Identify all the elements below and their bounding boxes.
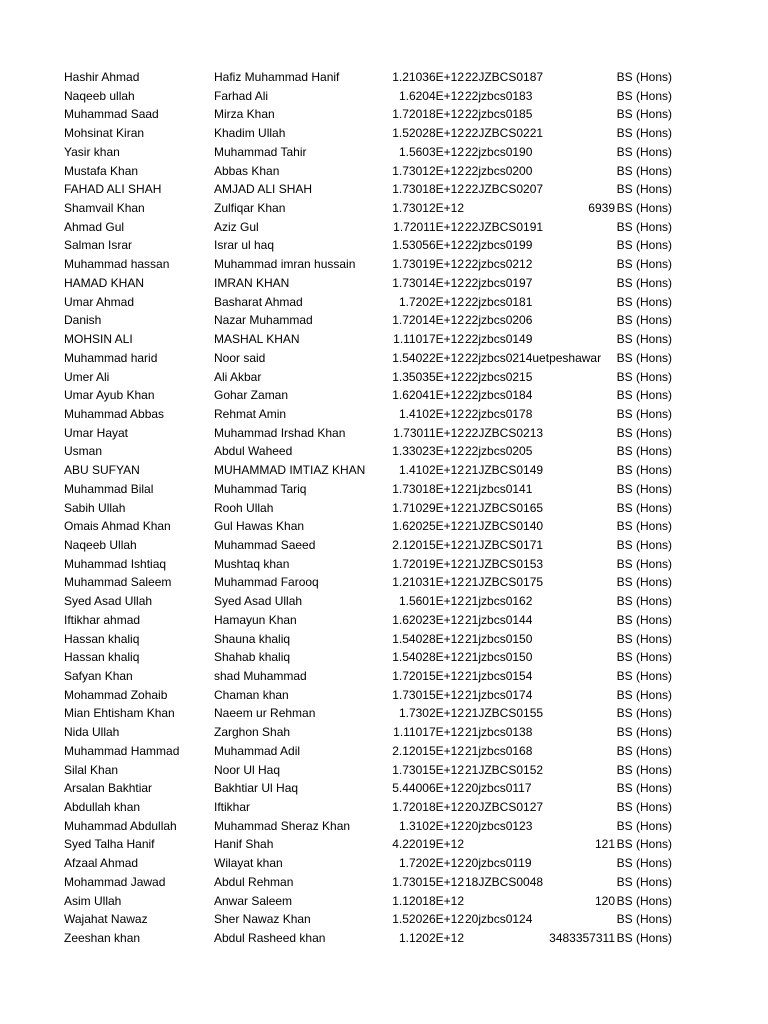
table-row xyxy=(0,686,768,705)
student-name-cell: Silal Khan xyxy=(64,762,119,777)
table-row xyxy=(0,499,768,518)
roll-number-cell: 21jzbcs0138 xyxy=(465,725,533,740)
table-row xyxy=(0,704,768,723)
degree-cell: BS (Hons) xyxy=(616,238,672,253)
student-name-cell: Naqeeb ullah xyxy=(64,88,135,103)
table-row xyxy=(0,517,768,536)
father-name-cell: AMJAD ALI SHAH xyxy=(214,182,313,197)
father-name-cell: Muhammad Sheraz Khan xyxy=(214,818,351,833)
student-name-cell: Wajahat Nawaz xyxy=(64,912,148,927)
table-row xyxy=(0,929,768,948)
cnic-cell: 2.12015E+12 xyxy=(392,743,464,758)
table-row xyxy=(0,199,768,218)
degree-cell: BS (Hons) xyxy=(616,837,672,852)
cnic-cell: 1.72014E+12 xyxy=(392,313,464,328)
table-row xyxy=(0,68,768,87)
father-name-cell: Muhammad Tariq xyxy=(214,481,307,496)
cnic-cell: 1.7302E+12 xyxy=(398,706,464,721)
cnic-cell: 1.52028E+12 xyxy=(392,126,464,141)
roll-number-cell: 21JZBCS0149 xyxy=(465,463,544,478)
father-name-cell: Muhammad Farooq xyxy=(214,575,319,590)
cnic-cell: 1.53056E+12 xyxy=(392,238,464,253)
cnic-cell: 1.6204E+12 xyxy=(398,88,464,103)
table-row xyxy=(0,573,768,592)
table-row xyxy=(0,761,768,780)
cnic-cell: 1.73018E+12 xyxy=(392,182,464,197)
roll-number-cell: 21JZBCS0171 xyxy=(465,537,544,552)
table-row xyxy=(0,368,768,387)
roll-number-cell: 21jzbcs0150 xyxy=(465,650,533,665)
degree-cell: BS (Hons) xyxy=(616,201,672,216)
roll-number-cell: 21jzbcs0150 xyxy=(465,631,533,646)
father-name-cell: Israr ul haq xyxy=(214,238,275,253)
table-row xyxy=(0,311,768,330)
degree-cell: BS (Hons) xyxy=(616,931,672,946)
student-name-cell: Nida Ullah xyxy=(64,725,120,740)
table-row xyxy=(0,817,768,836)
student-name-cell: Umar Hayat xyxy=(64,425,129,440)
father-name-cell: Abdul Rasheed khan xyxy=(214,931,326,946)
cnic-cell: 1.12018E+12 xyxy=(392,893,464,908)
cnic-cell: 1.5601E+12 xyxy=(398,594,464,609)
table-row xyxy=(0,555,768,574)
roll-number-cell: 22jzbcs0200 xyxy=(465,163,533,178)
degree-cell: BS (Hons) xyxy=(616,182,672,197)
degree-cell: BS (Hons) xyxy=(616,313,672,328)
degree-cell: BS (Hons) xyxy=(616,669,672,683)
student-name-cell: Ahmad Gul xyxy=(64,219,125,234)
roll-number-cell: 20jzbcs0123 xyxy=(465,818,533,833)
student-name-cell: Mohammad Jawad xyxy=(64,874,166,889)
degree-cell: BS (Hons) xyxy=(616,556,672,571)
roll-number-cell: 18JZBCS0048 xyxy=(465,874,544,889)
cnic-cell: 1.73015E+12 xyxy=(392,687,464,702)
degree-cell: BS (Hons) xyxy=(616,406,672,421)
student-name-cell: HAMAD KHAN xyxy=(64,275,145,290)
cnic-cell: 1.21031E+12 xyxy=(392,575,464,590)
cnic-cell: 1.33023E+12 xyxy=(392,444,464,459)
table-row xyxy=(0,480,768,499)
table-row xyxy=(0,611,768,630)
father-name-cell: Aziz Gul xyxy=(214,219,259,234)
roll-number-cell: 21jzbcs0162 xyxy=(465,594,533,609)
roll-number-cell: 22jzbcs0214uetpeshawar xyxy=(465,350,602,365)
father-name-cell: Anwar Saleem xyxy=(214,893,293,908)
father-name-cell: Naeem ur Rehman xyxy=(214,706,316,721)
cnic-cell: 1.35035E+12 xyxy=(392,369,464,384)
table-row xyxy=(0,293,768,312)
student-name-cell: FAHAD ALI SHAH xyxy=(64,182,162,197)
degree-cell: BS (Hons) xyxy=(616,631,672,646)
roll-number-cell: 22jzbcs0199 xyxy=(465,238,533,253)
degree-cell: BS (Hons) xyxy=(616,706,672,721)
roll-number-cell: 21JZBCS0175 xyxy=(465,575,544,590)
cnic-cell: 1.52026E+12 xyxy=(392,912,464,927)
roll-number-cell: 6939 xyxy=(588,201,615,216)
student-name-cell: Iftikhar ahmad xyxy=(64,612,141,627)
father-name-cell: Zulfiqar Khan xyxy=(214,201,286,216)
table-row xyxy=(0,798,768,817)
table-row xyxy=(0,854,768,873)
table-row xyxy=(0,274,768,293)
father-name-cell: Farhad Ali xyxy=(214,88,269,103)
roll-number-cell: 22jzbcs0183 xyxy=(465,88,533,103)
student-name-cell: Yasir khan xyxy=(64,144,120,159)
degree-cell: BS (Hons) xyxy=(616,893,672,908)
cnic-cell: 1.4102E+12 xyxy=(398,463,464,478)
degree-cell: BS (Hons) xyxy=(616,444,672,459)
degree-cell: BS (Hons) xyxy=(616,388,672,403)
student-name-cell: Mian Ehtisham Khan xyxy=(64,706,175,721)
roll-number-cell: 22jzbcs0205 xyxy=(465,444,533,459)
roll-number-cell: 3483357311 xyxy=(549,931,615,946)
father-name-cell: Hamayun Khan xyxy=(214,612,297,627)
degree-cell: BS (Hons) xyxy=(616,818,672,833)
table-row xyxy=(0,536,768,555)
table-row xyxy=(0,386,768,405)
student-name-cell: Muhammad Hammad xyxy=(64,743,180,758)
student-name-cell: Naqeeb Ullah xyxy=(64,537,137,552)
cnic-cell: 1.54022E+12 xyxy=(392,350,464,365)
table-row xyxy=(0,630,768,649)
roll-number-cell: 21jzbcs0144 xyxy=(465,612,533,627)
student-name-cell: ABU SUFYAN xyxy=(64,463,140,478)
degree-cell: BS (Hons) xyxy=(616,350,672,365)
student-name-cell: Zeeshan khan xyxy=(64,931,141,946)
father-name-cell: Khadim Ullah xyxy=(214,126,286,141)
table-row xyxy=(0,105,768,124)
degree-cell: BS (Hons) xyxy=(616,369,672,384)
roll-number-cell: 22jzbcs0181 xyxy=(465,294,533,309)
cnic-cell: 1.11017E+12 xyxy=(393,332,464,347)
degree-cell: BS (Hons) xyxy=(616,275,672,290)
father-name-cell: Zarghon Shah xyxy=(214,725,291,740)
degree-cell: BS (Hons) xyxy=(616,874,672,889)
father-name-cell: Mushtaq khan xyxy=(214,556,290,571)
degree-cell: BS (Hons) xyxy=(616,912,672,927)
roll-number-cell: 21JZBCS0152 xyxy=(465,762,544,777)
cnic-cell: 1.62041E+12 xyxy=(392,388,464,403)
table-row xyxy=(0,218,768,237)
father-name-cell: Wilayat khan xyxy=(214,856,283,871)
father-name-cell: Shahab khaliq xyxy=(214,650,291,665)
student-name-cell: Salman Israr xyxy=(64,238,133,253)
degree-cell: BS (Hons) xyxy=(616,800,672,815)
roll-number-cell: 20jzbcs0117 xyxy=(465,781,532,796)
cnic-cell: 1.72018E+12 xyxy=(392,107,464,122)
father-name-cell: MUHAMMAD IMTIAZ KHAN xyxy=(214,463,366,478)
cnic-cell: 1.1202E+12 xyxy=(398,931,464,946)
degree-cell: BS (Hons) xyxy=(616,257,672,272)
cnic-cell: 1.72015E+12 xyxy=(392,669,464,683)
father-name-cell: Noor said xyxy=(214,350,266,365)
cnic-cell: 1.7202E+12 xyxy=(398,294,464,309)
table-row xyxy=(0,592,768,611)
student-name-cell: Umar Ayub Khan xyxy=(64,388,155,403)
roll-number-cell: 22jzbcs0206 xyxy=(465,313,533,328)
student-name-cell: Hassan khaliq xyxy=(64,631,140,646)
roll-number-cell: 22jzbcs0215 xyxy=(465,369,533,384)
degree-cell: BS (Hons) xyxy=(616,687,672,702)
cnic-cell: 1.72011E+12 xyxy=(393,219,464,234)
student-name-cell: Syed Talha Hanif xyxy=(64,837,155,852)
student-name-cell: Mohammad Zohaib xyxy=(64,687,168,702)
cnic-cell: 1.73019E+12 xyxy=(392,257,464,272)
table-row xyxy=(0,648,768,667)
father-name-cell: Gohar Zaman xyxy=(214,388,289,403)
father-name-cell: Muhammad Saeed xyxy=(214,537,316,552)
father-name-cell: Basharat Ahmad xyxy=(214,294,303,309)
degree-cell: BS (Hons) xyxy=(616,650,672,665)
degree-cell: BS (Hons) xyxy=(616,537,672,552)
father-name-cell: Hafiz Muhammad Hanif xyxy=(214,70,340,84)
father-name-cell: Rehmat Amin xyxy=(214,406,287,421)
student-name-cell: Arsalan Bakhtiar xyxy=(64,781,153,796)
father-name-cell: shad Muhammad xyxy=(214,669,307,683)
roll-number-cell: 121 xyxy=(594,837,615,852)
cnic-cell: 1.73012E+12 xyxy=(392,201,464,216)
student-name-cell: Abdullah khan xyxy=(64,800,141,815)
degree-cell: BS (Hons) xyxy=(616,107,672,122)
degree-cell: BS (Hons) xyxy=(616,126,672,141)
student-name-cell: Mustafa Khan xyxy=(64,163,139,178)
table-row xyxy=(0,723,768,742)
table-row xyxy=(0,742,768,761)
father-name-cell: MASHAL KHAN xyxy=(214,332,300,347)
degree-cell: BS (Hons) xyxy=(616,88,672,103)
roll-number-cell: 22jzbcs0197 xyxy=(465,275,533,290)
table-row xyxy=(0,255,768,274)
roll-number-cell: 21JZBCS0140 xyxy=(465,519,544,534)
student-name-cell: Asim Ullah xyxy=(64,893,122,908)
roll-number-cell: 22JZBCS0191 xyxy=(465,219,544,234)
cnic-cell: 5.44006E+12 xyxy=(392,781,464,796)
father-name-cell: Abbas Khan xyxy=(214,163,280,178)
student-name-cell: Omais Ahmad Khan xyxy=(64,519,171,534)
cnic-cell: 1.62025E+12 xyxy=(392,519,464,534)
table-row xyxy=(0,349,768,368)
table-row xyxy=(0,873,768,892)
roll-number-cell: 22JZBCS0221 xyxy=(465,126,544,141)
roll-number-cell: 21jzbcs0174 xyxy=(465,687,533,702)
degree-cell: BS (Hons) xyxy=(616,294,672,309)
table-row xyxy=(0,143,768,162)
table-row xyxy=(0,236,768,255)
student-name-cell: Muhammad Saad xyxy=(64,107,159,122)
roll-number-cell: 20JZBCS0127 xyxy=(465,800,544,815)
father-name-cell: Ali Akbar xyxy=(214,369,262,384)
degree-cell: BS (Hons) xyxy=(616,781,672,796)
table-row xyxy=(0,180,768,199)
roll-number-cell: 22jzbcs0190 xyxy=(465,144,533,159)
cnic-cell: 1.73018E+12 xyxy=(392,481,464,496)
father-name-cell: IMRAN KHAN xyxy=(214,275,290,290)
table-row xyxy=(0,835,768,854)
student-name-cell: Umer Ali xyxy=(64,369,110,384)
cnic-cell: 1.4102E+12 xyxy=(398,406,464,421)
student-name-cell: Muhammad Bilal xyxy=(64,481,154,496)
student-name-cell: Safyan Khan xyxy=(64,669,133,683)
student-name-cell: Muhammad harid xyxy=(64,350,158,365)
cnic-cell: 1.73015E+12 xyxy=(392,874,464,889)
cnic-cell: 1.72019E+12 xyxy=(392,556,464,571)
father-name-cell: Abdul Waheed xyxy=(214,444,293,459)
table-row xyxy=(0,124,768,143)
student-name-cell: Afzaal Ahmad xyxy=(64,856,139,871)
student-name-cell: MOHSIN ALI xyxy=(64,332,133,347)
degree-cell: BS (Hons) xyxy=(616,500,672,515)
table-row xyxy=(0,461,768,480)
student-name-cell: Danish xyxy=(64,313,102,328)
degree-cell: BS (Hons) xyxy=(616,856,672,871)
degree-cell: BS (Hons) xyxy=(616,594,672,609)
father-name-cell: Muhammad Irshad Khan xyxy=(214,425,346,440)
degree-cell: BS (Hons) xyxy=(616,612,672,627)
roll-number-cell: 22jzbcs0149 xyxy=(465,332,533,347)
roll-number-cell: 22jzbcs0178 xyxy=(465,406,533,421)
student-name-cell: Umar Ahmad xyxy=(64,294,135,309)
roll-number-cell: 21JZBCS0153 xyxy=(465,556,544,571)
student-name-cell: Muhammad Ishtiaq xyxy=(64,556,167,571)
father-name-cell: Rooh Ullah xyxy=(214,500,274,515)
cnic-cell: 1.62023E+12 xyxy=(392,612,464,627)
cnic-cell: 1.73015E+12 xyxy=(392,762,464,777)
father-name-cell: Syed Asad Ullah xyxy=(214,594,303,609)
roll-number-cell: 21jzbcs0168 xyxy=(465,743,533,758)
father-name-cell: Gul Hawas Khan xyxy=(214,519,305,534)
degree-cell: BS (Hons) xyxy=(616,743,672,758)
table-row xyxy=(0,667,768,686)
student-name-cell: Sabih Ullah xyxy=(64,500,126,515)
roll-number-cell: 120 xyxy=(594,893,615,908)
roll-number-cell: 22JZBCS0207 xyxy=(465,182,544,197)
spreadsheet-table xyxy=(0,68,768,948)
degree-cell: BS (Hons) xyxy=(616,481,672,496)
father-name-cell: Mirza Khan xyxy=(214,107,275,122)
table-row xyxy=(0,910,768,929)
degree-cell: BS (Hons) xyxy=(616,332,672,347)
cnic-cell: 1.54028E+12 xyxy=(392,650,464,665)
cnic-cell: 1.71029E+12 xyxy=(392,500,464,515)
roll-number-cell: 22jzbcs0212 xyxy=(465,257,533,272)
cnic-cell: 4.22019E+12 xyxy=(392,837,464,852)
roll-number-cell: 22JZBCS0187 xyxy=(465,70,544,84)
father-name-cell: Hanif Shah xyxy=(214,837,274,852)
roll-number-cell: 20jzbcs0119 xyxy=(465,856,532,871)
student-name-cell: Muhammad Abdullah xyxy=(64,818,177,833)
table-row xyxy=(0,892,768,911)
father-name-cell: Muhammad imran hussain xyxy=(214,257,356,272)
father-name-cell: Iftikhar xyxy=(214,800,251,815)
cnic-cell: 1.54028E+12 xyxy=(392,631,464,646)
roll-number-cell: 22JZBCS0213 xyxy=(465,425,544,440)
degree-cell: BS (Hons) xyxy=(616,425,672,440)
degree-cell: BS (Hons) xyxy=(616,144,672,159)
student-name-cell: Muhammad hassan xyxy=(64,257,170,272)
father-name-cell: Abdul Rehman xyxy=(214,874,294,889)
roll-number-cell: 21jzbcs0141 xyxy=(465,481,533,496)
student-name-cell: Syed Asad Ullah xyxy=(64,594,153,609)
father-name-cell: Muhammad Adil xyxy=(214,743,301,758)
cnic-cell: 1.73014E+12 xyxy=(392,275,464,290)
table-row xyxy=(0,424,768,443)
table-row xyxy=(0,779,768,798)
father-name-cell: Bakhtiar Ul Haq xyxy=(214,781,299,796)
cnic-cell: 1.7202E+12 xyxy=(398,856,464,871)
student-name-cell: Usman xyxy=(64,444,103,459)
degree-cell: BS (Hons) xyxy=(616,163,672,178)
cnic-cell: 1.11017E+12 xyxy=(393,725,464,740)
father-name-cell: Muhammad Tahir xyxy=(214,144,307,159)
student-name-cell: Hassan khaliq xyxy=(64,650,140,665)
roll-number-cell: 22jzbcs0184 xyxy=(465,388,533,403)
father-name-cell: Noor Ul Haq xyxy=(214,762,281,777)
roll-number-cell: 21JZBCS0165 xyxy=(465,500,544,515)
student-name-cell: Shamvail Khan xyxy=(64,201,145,216)
father-name-cell: Chaman khan xyxy=(214,687,289,702)
degree-cell: BS (Hons) xyxy=(616,219,672,234)
student-name-cell: Mohsinat Kiran xyxy=(64,126,145,141)
roll-number-cell: 20jzbcs0124 xyxy=(465,912,533,927)
student-name-cell: Hashir Ahmad xyxy=(64,70,140,84)
table-row xyxy=(0,162,768,181)
father-name-cell: Sher Nawaz Khan xyxy=(214,912,311,927)
student-name-cell: Muhammad Abbas xyxy=(64,406,165,421)
degree-cell: BS (Hons) xyxy=(616,725,672,740)
degree-cell: BS (Hons) xyxy=(616,575,672,590)
table-row xyxy=(0,330,768,349)
student-name-cell: Muhammad Saleem xyxy=(64,575,172,590)
table-row xyxy=(0,405,768,424)
degree-cell: BS (Hons) xyxy=(616,70,672,84)
cnic-cell: 1.73012E+12 xyxy=(392,163,464,178)
degree-cell: BS (Hons) xyxy=(616,463,672,478)
cnic-cell: 1.72018E+12 xyxy=(392,800,464,815)
father-name-cell: Nazar Muhammad xyxy=(214,313,313,328)
cnic-cell: 1.3102E+12 xyxy=(398,818,464,833)
table-row xyxy=(0,87,768,106)
degree-cell: BS (Hons) xyxy=(616,519,672,534)
roll-number-cell: 21jzbcs0154 xyxy=(465,669,533,683)
roll-number-cell: 21JZBCS0155 xyxy=(465,706,544,721)
cnic-cell: 1.73011E+12 xyxy=(393,425,464,440)
table-row xyxy=(0,442,768,461)
cnic-cell: 1.21036E+12 xyxy=(392,70,464,84)
father-name-cell: Shauna khaliq xyxy=(214,631,291,646)
degree-cell: BS (Hons) xyxy=(616,762,672,777)
cnic-cell: 1.5603E+12 xyxy=(398,144,464,159)
roll-number-cell: 22jzbcs0185 xyxy=(465,107,533,122)
cnic-cell: 2.12015E+12 xyxy=(392,537,464,552)
